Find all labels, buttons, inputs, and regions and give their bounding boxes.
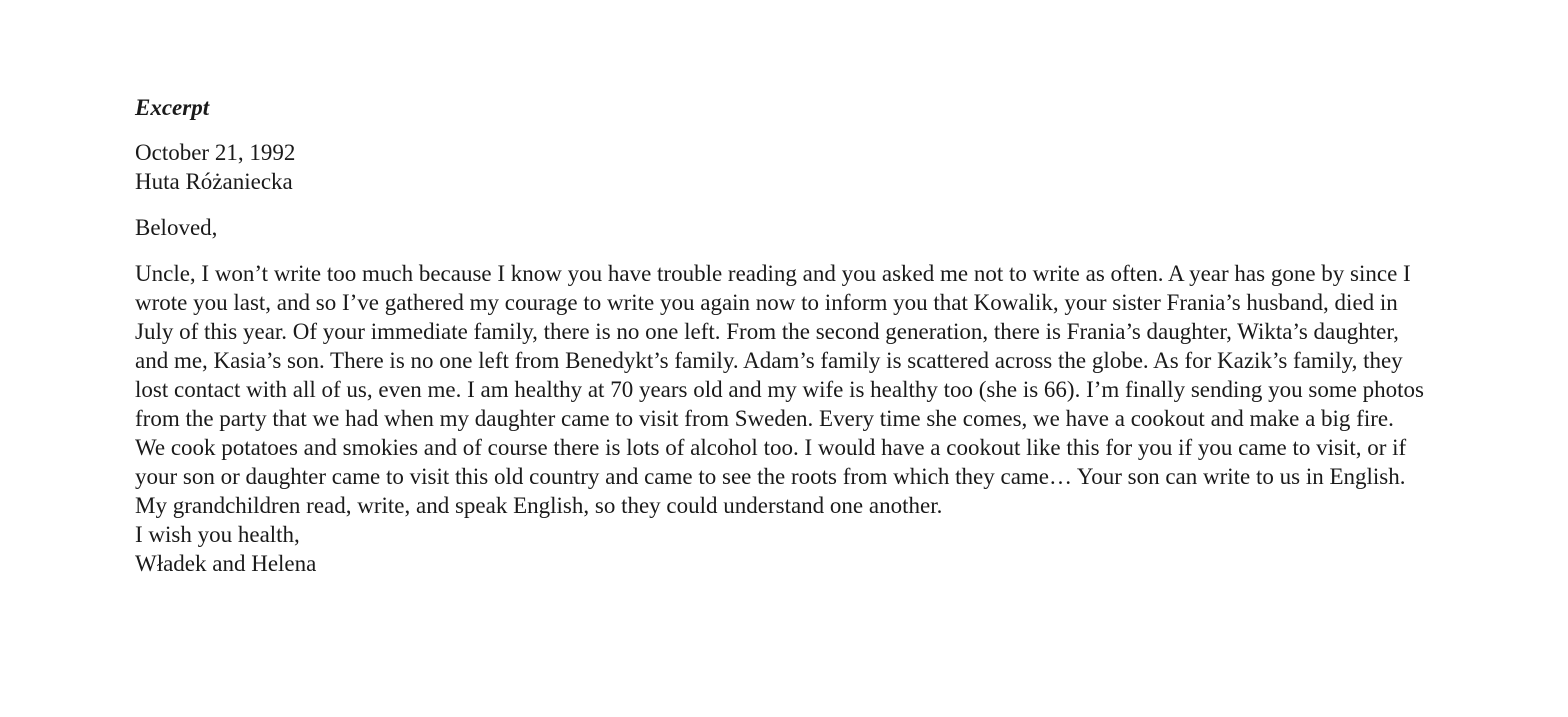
body-line: July of this year. Of your immediate family, there is no one left. From the second generation, there is Frania’s daughter, Wikta’s daughter, [135,319,1399,344]
body-line: Uncle, I won’t write too much because I know you have trouble reading and you asked me not to write as often. A year has gone by since I [135,261,1411,286]
letter-body [135,259,1435,578]
body-line: from the party that we had when my daughter came to visit from Sweden. Every time she comes, we have a cookout and make a big fire. [135,406,1394,431]
letter-signature: Władek and Helena [135,551,317,576]
letter-excerpt [135,92,1435,578]
letter-header [135,138,1435,196]
body-line: and me, Kasia’s son. There is no one left from Benedykt’s family. Adam’s family is scattered across the globe. As for Kazik’s family, they [135,348,1403,373]
body-line: My grandchildren read, write, and speak English, so they could understand one another. [135,493,943,518]
salutation-text: Beloved, [135,215,218,240]
letter-salutation [135,213,1435,242]
body-line: your son or daughter came to visit this old country and came to see the roots from which they came… Your son can write to us in English. [135,464,1406,489]
letter-closing: I wish you health, [135,522,300,547]
body-line: lost contact with all of us, even me. I am healthy at 70 years old and my wife is healthy too (she is 66). I’m finally sending you some photos [135,377,1425,402]
body-line: wrote you last, and so I’ve gathered my courage to write you again now to inform you that Kowalik, your sister Frania’s husband, died in [135,290,1398,315]
letter-place: Huta Różaniecka [135,169,293,194]
body-line: We cook potatoes and smokies and of course there is lots of alcohol too. I would have a cookout like this for you if you came to visit, or if [135,435,1407,460]
excerpt-heading: Excerpt [135,95,210,120]
letter-date: October 21, 1992 [135,140,296,165]
